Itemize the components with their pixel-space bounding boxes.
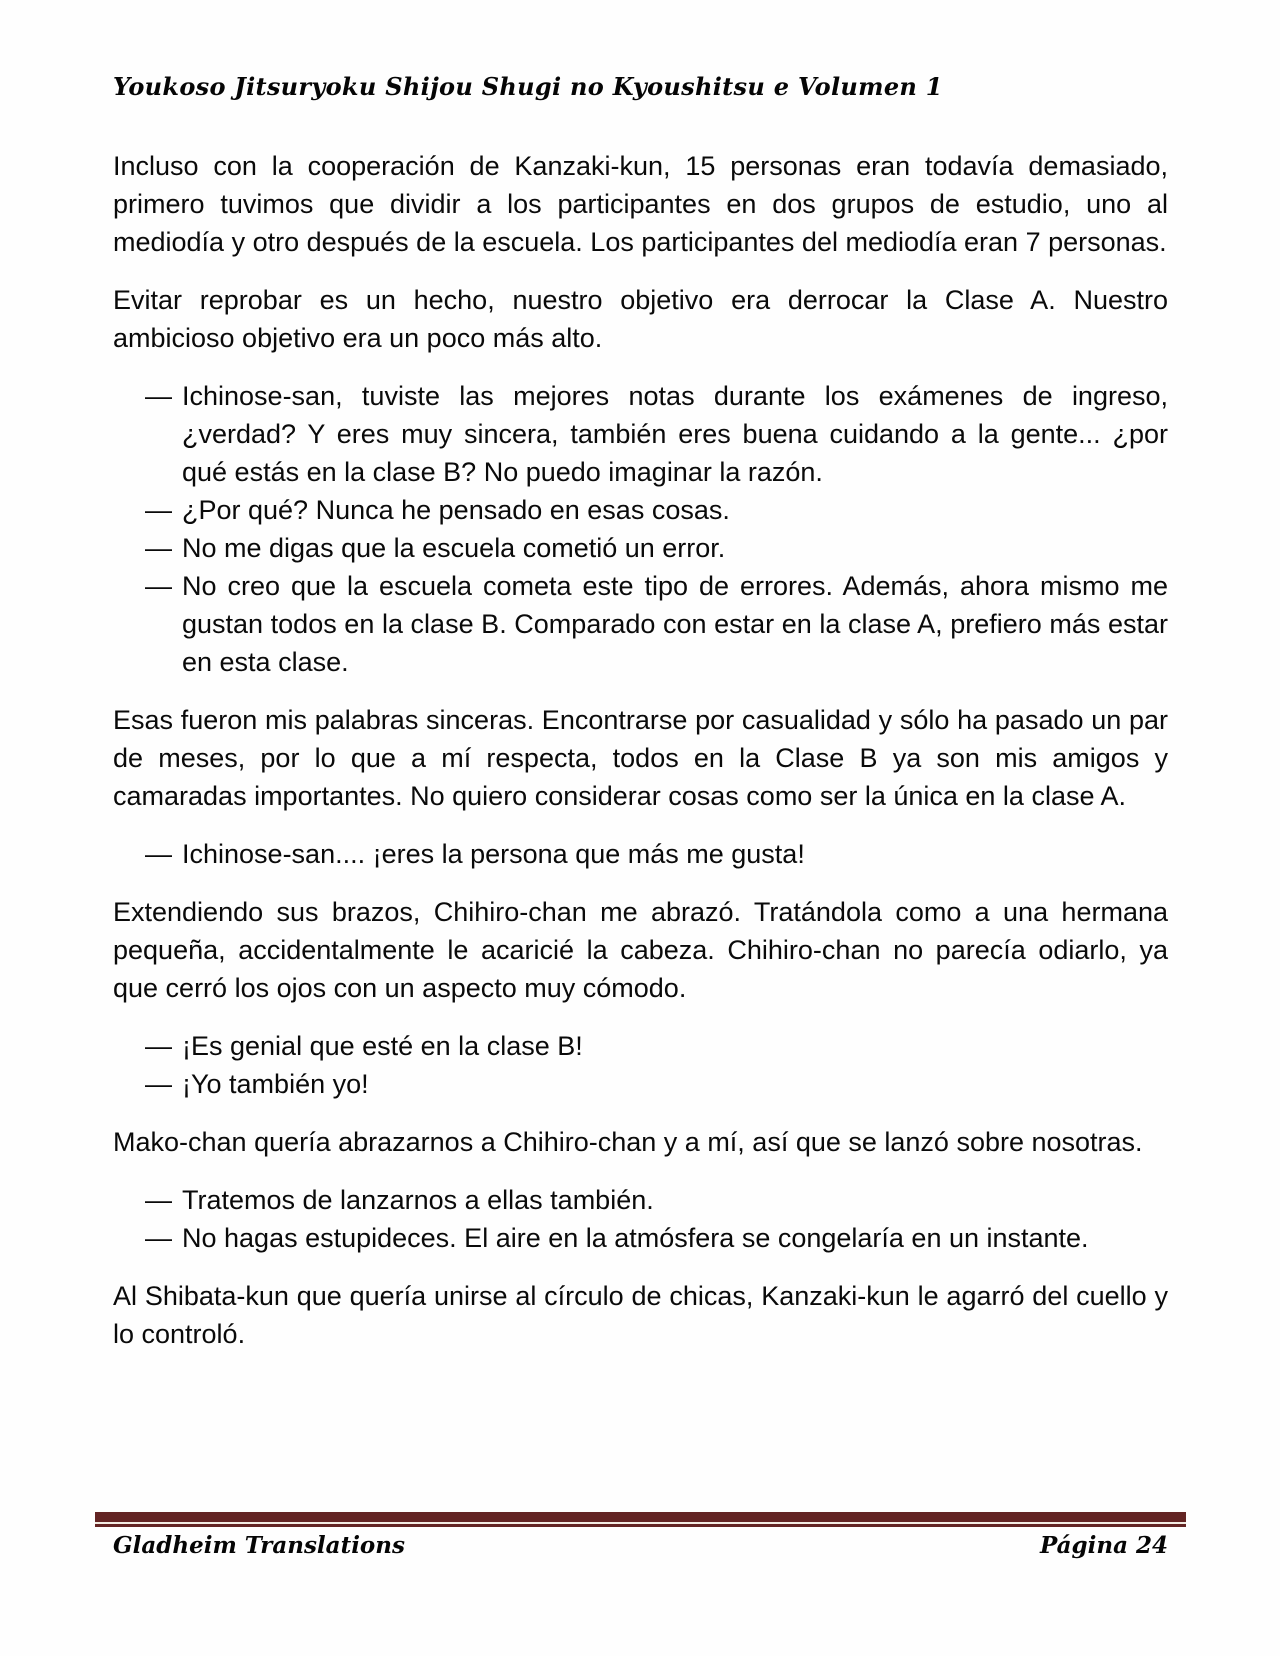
em-dash: — xyxy=(145,839,172,869)
em-dash: — xyxy=(145,495,172,525)
dialogue-line xyxy=(113,835,1168,873)
paragraph: Esas fueron mis palabras sinceras. Encontrarse por casualidad y sólo ha pasado un par de meses, por lo que a mí respecta, todos en la Clase B ya son mis amigos y camaradas importantes. No quiero considerar cosas como ser la única en la clase A. xyxy=(113,705,1168,811)
dialogue-line xyxy=(113,1181,1168,1219)
dialogue-text: Ichinose-san, tuviste las mejores notas durante los exámenes de ingreso, ¿verdad? Y eres muy sincera, también eres buena cuidando a la gente... ¿por qué estás en la clase B? No puedo imaginar la razón. xyxy=(182,381,1168,487)
em-dash: — xyxy=(145,1223,172,1253)
document-body xyxy=(113,147,1168,1353)
dialogue-block xyxy=(113,1027,1168,1103)
dialogue-line xyxy=(113,529,1168,567)
page-header xyxy=(0,0,1280,101)
footer-translator: Gladheim Translations xyxy=(113,1532,405,1559)
dialogue-text: No hagas estupideces. El aire en la atmósfera se congelaría en un instante. xyxy=(182,1223,1089,1253)
dialogue-line xyxy=(113,377,1168,491)
header-title: Youkoso Jitsuryoku Shijou Shugi no Kyoushitsu e Volumen 1 xyxy=(113,72,943,101)
dialogue-text: No me digas que la escuela cometió un error. xyxy=(182,533,726,563)
em-dash: — xyxy=(145,1185,172,1215)
em-dash: — xyxy=(145,571,172,601)
footer-rule-thin-bar xyxy=(95,1524,1186,1527)
em-dash: — xyxy=(145,1069,172,1099)
dialogue-line xyxy=(113,1219,1168,1257)
em-dash: — xyxy=(145,533,172,563)
dialogue-line xyxy=(113,1027,1168,1065)
dialogue-text: ¡Es genial que esté en la clase B! xyxy=(182,1031,583,1061)
dialogue-block xyxy=(113,835,1168,873)
em-dash: — xyxy=(145,1031,172,1061)
dialogue-text: ¡Yo también yo! xyxy=(182,1069,369,1099)
footer-rule-thick-bar xyxy=(95,1512,1186,1522)
dialogue-line xyxy=(113,491,1168,529)
paragraph: Incluso con la cooperación de Kanzaki-kun, 15 personas eran todavía demasiado, primero tuvimos que dividir a los participantes en dos grupos de estudio, uno al mediodía y otro después de la escuela. Los participantes del mediodía eran 7 personas. xyxy=(113,151,1168,257)
dialogue-line xyxy=(113,567,1168,681)
em-dash: — xyxy=(145,381,172,411)
dialogue-block xyxy=(113,377,1168,681)
paragraph: Evitar reprobar es un hecho, nuestro objetivo era derrocar la Clase A. Nuestro ambicioso objetivo era un poco más alto. xyxy=(113,285,1168,353)
dialogue-text: No creo que la escuela cometa este tipo de errores. Además, ahora mismo me gustan todos en la clase B. Comparado con estar en la clase A, prefiero más estar en esta clase. xyxy=(182,571,1168,677)
paragraph: Extendiendo sus brazos, Chihiro-chan me abrazó. Tratándola como a una hermana pequeña, accidentalmente le acaricié la cabeza. Chihiro-chan no parecía odiarlo, ya que cerró los ojos con un aspecto muy cómodo. xyxy=(113,897,1168,1003)
paragraph: Mako-chan quería abrazarnos a Chihiro-chan y a mí, así que se lanzó sobre nosotras. xyxy=(113,1127,1143,1157)
dialogue-text: Tratemos de lanzarnos a ellas también. xyxy=(182,1185,654,1215)
dialogue-block xyxy=(113,1181,1168,1257)
dialogue-line xyxy=(113,1065,1168,1103)
paragraph: Al Shibata-kun que quería unirse al círculo de chicas, Kanzaki-kun le agarró del cuello y lo controló. xyxy=(113,1281,1168,1349)
footer-text-row xyxy=(113,1532,1168,1559)
page-footer xyxy=(0,1512,1280,1559)
dialogue-text: Ichinose-san.... ¡eres la persona que más me gusta! xyxy=(182,839,805,869)
dialogue-text: ¿Por qué? Nunca he pensado en esas cosas. xyxy=(182,495,730,525)
footer-page-number: Página 24 xyxy=(1039,1532,1168,1559)
footer-rule xyxy=(95,1512,1186,1527)
